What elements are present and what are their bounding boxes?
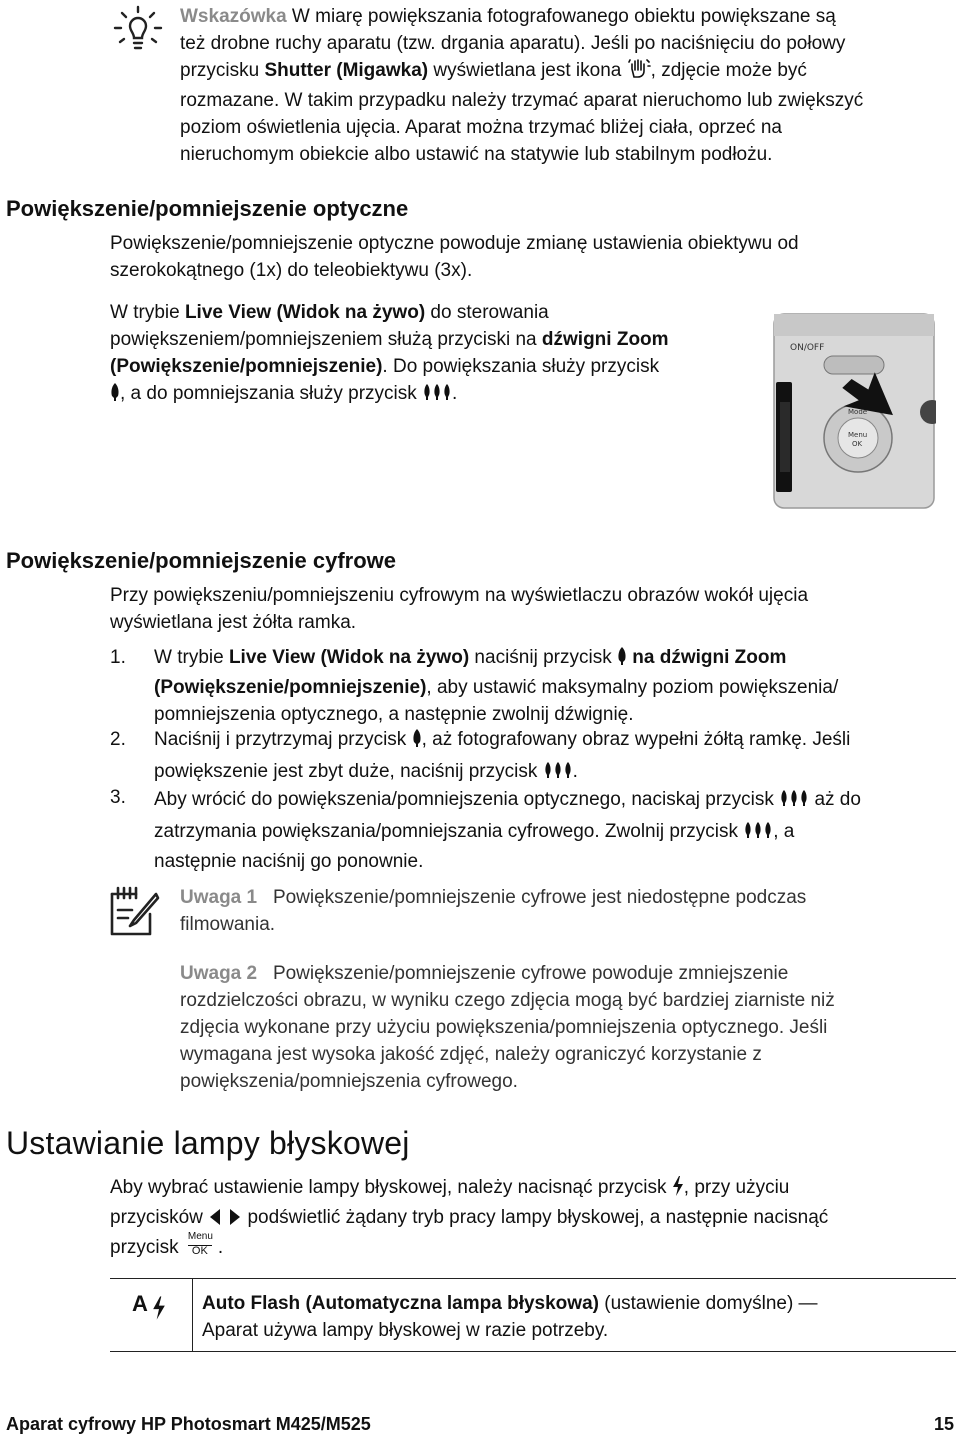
zoom-lever-label: na dźwigni Zoom [632, 647, 787, 668]
page-number: 15 [934, 1414, 955, 1434]
tip-line: W miarę powiększania fotografowanego obiektu powiększane są [286, 6, 836, 27]
step-line: powiększenie jest zbyt duże, naciśnij przycisk [154, 761, 543, 782]
step-line: Aby wrócić do powiększenia/pomniejszenia optycznego, naciskaj przycisk [154, 789, 780, 810]
optical-line: szerokokątnego (1x) do teleobiektywu (3x). [110, 260, 473, 281]
optical-line: , a do pomniejszania służy przycisk [120, 383, 417, 404]
flash-row-line: Aparat używa lampy błyskowej w razie potrzeby. [202, 1320, 609, 1341]
tip-line: wyświetlana jest ikona [428, 60, 627, 81]
optical-paragraph-2 [110, 299, 770, 410]
note-line: wymagana jest wysoka jakość zdjęć, należy ograniczyć korzystanie z [180, 1044, 762, 1065]
note-line: rozdzielczości obrazu, w wyniku czego zdjęcia mogą być bardziej ziarniste niż [180, 990, 835, 1011]
flash-heading: Ustawianie lampy błyskowej [6, 1125, 410, 1161]
flash-table [110, 1278, 956, 1352]
zoom-lever-label-2: (Powiększenie/pomniejszenie) [110, 356, 383, 377]
tip-line: rozmazane. W takim przypadku należy trzymać aparat nieruchomo lub zwiększyć [180, 90, 864, 111]
digital-paragraph-1 [110, 582, 950, 636]
note-line: filmowania. [180, 914, 276, 935]
live-view-label: Live View (Widok na żywo) [228, 647, 470, 668]
flash-line: , przy użyciu [683, 1177, 790, 1198]
zoom-tele-icon [412, 728, 422, 756]
flash-bolt-icon [672, 1176, 684, 1204]
digital-line: Przy powiększeniu/pomniejszeniu cyfrowym na wyświetlaczu obrazów wokół ujęcia [110, 585, 809, 606]
digital-steps [110, 644, 960, 874]
optical-line: . [452, 383, 458, 404]
optical-paragraph-1 [110, 230, 950, 284]
flash-line: przycisków [110, 1207, 209, 1228]
digital-line: wyświetlana jest żółta ramka. [110, 612, 357, 633]
optical-line: powiększeniem/pomniejszeniem służą przyciski na [110, 329, 542, 350]
zoom-tele-icon [617, 646, 627, 674]
step-line: następnie naciśnij go ponownie. [154, 851, 424, 872]
tip-line: poziom oświetlenia ujęcia. Aparat można trzymać bliżej ciała, oprzeć na [180, 117, 782, 138]
menu-ok-icon [184, 1231, 218, 1259]
tip-lightbulb-icon [112, 4, 164, 58]
optical-heading: Powiększenie/pomniejszenie optyczne [6, 196, 409, 221]
shaking-hand-icon [627, 57, 651, 87]
flash-table-divider [192, 1279, 193, 1351]
camera-mode-label: Mode [848, 408, 868, 416]
step-3 [110, 784, 960, 872]
zoom-wide-icon [743, 820, 773, 848]
tip-label: Wskazówka [180, 6, 287, 27]
optical-line: Powiększenie/pomniejszenie optyczne powoduje zmianę ustawienia obiektywu od [110, 233, 799, 254]
step-line: W trybie [154, 647, 229, 668]
note-label: Uwaga 2 [180, 963, 258, 984]
step-number: 1. [110, 647, 126, 668]
camera-back-illustration [772, 312, 936, 510]
step-line: , aż fotografowany obraz wypełni żółtą ramkę. Jeśli [421, 729, 851, 750]
optical-line: . Do powiększania służy przycisk [382, 356, 660, 377]
note-line: zdjęcia wykonane przy użyciu powiększenia/pomniejszenia optycznego. Jeśli [180, 1017, 828, 1038]
flash-line: Aby wybrać ustawienie lampy błyskowej, należy nacisnąć przycisk [110, 1177, 672, 1198]
digital-heading: Powiększenie/pomniejszenie cyfrowe [6, 548, 397, 573]
zoom-tele-icon [110, 382, 120, 410]
note-line: Powiększenie/pomniejszenie cyfrowe powoduje zmniejszenie [272, 963, 789, 984]
note-pencil-icon [106, 884, 162, 938]
note-1 [180, 884, 950, 938]
zoom-lever-label: dźwigni Zoom [541, 329, 669, 350]
note-label: Uwaga 1 [180, 887, 258, 908]
tip-line: przycisku [180, 60, 265, 81]
note-2 [180, 960, 960, 1095]
camera-ok-label: OK [852, 440, 863, 448]
tip-line: , zdjęcie może być [650, 60, 807, 81]
flash-line: przycisk [110, 1237, 184, 1258]
ok-small-label: OK [191, 1245, 208, 1257]
zoom-wide-icon [422, 382, 452, 410]
shutter-label: Shutter (Migawka) [264, 60, 429, 81]
auto-flash-label: Auto Flash (Automatyczna lampa błyskowa) [202, 1293, 599, 1314]
step-number: 2. [110, 729, 126, 750]
step-number: 3. [110, 787, 126, 808]
step-line: , a [773, 821, 795, 842]
optical-line: do sterowania [425, 302, 549, 323]
step-line: , aby ustawić maksymalny poziom powiększenia/ [426, 677, 839, 698]
menu-small-label: Menu [187, 1231, 213, 1242]
step-1 [110, 644, 960, 726]
auto-flash-icon [132, 1289, 176, 1323]
flash-row-line: (ustawienie domyślne) — [598, 1293, 818, 1314]
tip-line: nieruchomym obiekcie albo ustawić na statywie lub stabilnym podłożu. [180, 144, 773, 165]
step-2 [110, 726, 960, 782]
tip-text [180, 3, 960, 168]
live-view-label: Live View (Widok na żywo) [184, 302, 426, 323]
left-right-arrows-icon [208, 1207, 242, 1234]
tip-line: też drobne ruchy aparatu (tzw. drgania aparatu). Jeśli po naciśnięciu do połowy [180, 33, 846, 54]
step-line: zatrzymania powiększania/pomniejszania cyfrowego. Zwolnij przycisk [154, 821, 744, 842]
step-line: naciśnij przycisk [469, 647, 617, 668]
step-line: . [572, 761, 578, 782]
step-line: pomniejszenia optycznego, a następnie zwolnij dźwignię. [154, 704, 634, 725]
step-line: Naciśnij i przytrzymaj przycisk [154, 729, 412, 750]
optical-line: W trybie [110, 302, 185, 323]
note-line: powiększenia/pomniejszenia cyfrowego. [180, 1071, 518, 1092]
step-line: aż do [809, 789, 861, 810]
note-line: Powiększenie/pomniejszenie cyfrowe jest niedostępne podczas [272, 887, 807, 908]
flash-paragraph [110, 1174, 955, 1261]
flash-line: podświetlić żądany tryb pracy lampy błyskowej, a następnie nacisnąć [242, 1207, 829, 1228]
flash-line: . [217, 1237, 224, 1258]
footer-title: Aparat cyfrowy HP Photosmart M425/M525 [6, 1414, 371, 1434]
camera-menu-label: Menu [848, 431, 868, 439]
camera-on-off-label: ON/OFF [790, 343, 825, 353]
auto-flash-letter: A [132, 1291, 148, 1316]
zoom-wide-icon [779, 788, 809, 816]
zoom-lever-label-2: (Powiększenie/pomniejszenie) [154, 677, 427, 698]
